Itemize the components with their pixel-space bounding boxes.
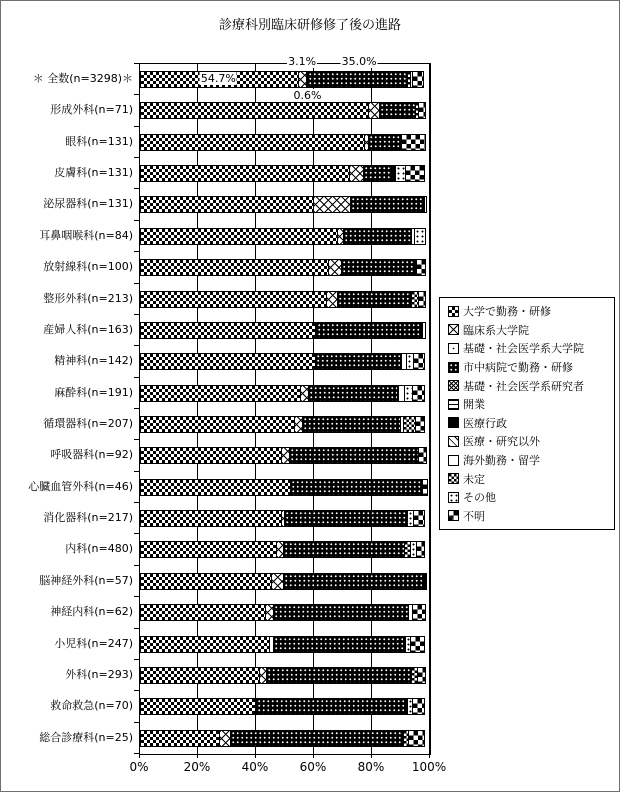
bar-row — [140, 698, 430, 715]
bar-segment — [140, 228, 338, 245]
bar-segment — [408, 730, 425, 747]
bar-segment — [140, 541, 277, 558]
bar-segment — [422, 573, 427, 590]
bar-segment — [266, 667, 412, 684]
legend-item — [448, 469, 614, 488]
bar-segment — [415, 416, 425, 433]
category-label: ＊ 全数(n=3298)＊ — [32, 72, 133, 85]
bar-segment — [379, 102, 416, 119]
legend-label: 市中病院で勤務・研修 — [463, 361, 573, 375]
bar-segment — [410, 636, 425, 653]
bar-row — [140, 447, 430, 464]
bar-segment — [273, 604, 409, 621]
category-label: 麻酔科(n=191) — [54, 385, 133, 399]
bar-row — [140, 228, 430, 245]
category-label: 整形外科(n=213) — [43, 291, 133, 305]
bar-segment — [350, 196, 425, 213]
category-label: 外科(n=293) — [65, 667, 133, 681]
data-label: 3.1% — [288, 55, 317, 68]
category-label: 消化器科(n=217) — [43, 511, 133, 525]
bar-segment — [284, 510, 407, 527]
bar-row — [140, 322, 430, 339]
legend-key-checker-weave-swatch — [448, 306, 459, 317]
legend-item — [448, 432, 614, 451]
legend-item — [448, 321, 614, 340]
category-label: 内科(n=480) — [65, 542, 133, 556]
bar-segment — [140, 604, 266, 621]
bar-row — [140, 102, 430, 119]
legend-item — [448, 451, 614, 470]
category-label: 呼吸器科(n=92) — [50, 448, 133, 462]
bar-row — [140, 353, 430, 370]
x-axis-tick — [255, 754, 256, 758]
bar-segment — [418, 447, 427, 464]
bar-segment — [140, 322, 316, 339]
x-axis-label: 80% — [357, 760, 385, 774]
plot-area — [139, 63, 431, 755]
bar-row — [140, 416, 430, 433]
legend-key-white-swatch — [448, 455, 459, 466]
legend-key-dense-lattice-swatch — [448, 380, 459, 391]
bar-segment — [343, 228, 412, 245]
x-axis-label: 20% — [183, 760, 211, 774]
category-label: 眼科(n=131) — [65, 134, 133, 148]
bar-row — [140, 479, 430, 496]
legend-key-solid-black-swatch — [448, 417, 459, 428]
x-axis-label: 40% — [241, 760, 269, 774]
legend-label: 臨床系大学院 — [463, 323, 529, 337]
bar-segment — [140, 196, 314, 213]
legend-key-black-dots-on-white-swatch — [448, 492, 459, 503]
bar-segment — [418, 291, 426, 308]
bar-segment — [140, 698, 256, 715]
bar-segment — [413, 353, 425, 370]
bar-segment — [140, 102, 369, 119]
bar-segment — [422, 322, 426, 339]
legend-item — [448, 507, 614, 526]
bar-row — [140, 165, 430, 182]
legend-label: 不明 — [463, 509, 485, 523]
bar-segment — [422, 479, 428, 496]
legend-label: 医療・研究以外 — [463, 435, 540, 449]
bar-row — [140, 510, 430, 527]
legend-label: 開業 — [463, 398, 485, 412]
bar-segment — [140, 416, 295, 433]
x-axis-tick — [429, 754, 430, 758]
bar-segment — [313, 196, 351, 213]
bar-segment — [308, 385, 398, 402]
bar-row — [140, 71, 430, 88]
legend-key-white-dots-on-black-swatch — [448, 362, 459, 373]
category-label: 産婦人科(n=163) — [43, 322, 133, 336]
bar-segment — [315, 353, 401, 370]
legend-item — [448, 395, 614, 414]
x-axis-tick — [313, 754, 314, 758]
category-label: 耳鼻咽喉科(n=84) — [39, 228, 133, 242]
bar-segment — [140, 479, 291, 496]
bar-row — [140, 291, 430, 308]
bar-row — [140, 541, 430, 558]
legend-key-diagonal-lines-swatch — [448, 436, 459, 447]
legend-key-diagonal-lattice-swatch — [448, 324, 459, 335]
bar-segment — [140, 730, 220, 747]
bar-segment — [140, 165, 350, 182]
bar-row — [140, 385, 430, 402]
bar-segment — [414, 228, 426, 245]
bar-segment — [140, 353, 316, 370]
legend-item — [448, 414, 614, 433]
bar-segment — [341, 259, 416, 276]
legend — [439, 297, 615, 530]
bar-segment — [405, 165, 425, 182]
bar-segment — [256, 698, 405, 715]
bar-segment — [140, 134, 365, 151]
legend-label: 大学で勤務・研修 — [463, 305, 551, 319]
bar-segment — [316, 322, 422, 339]
bar-segment — [424, 196, 427, 213]
bar-segment — [363, 165, 392, 182]
bar-segment — [416, 541, 425, 558]
bar-segment — [140, 667, 260, 684]
bar-segment — [140, 447, 282, 464]
x-axis-tick — [371, 754, 372, 758]
legend-key-sparse-dots-light-swatch — [448, 343, 459, 354]
category-label: 脳神経外科(n=57) — [39, 573, 133, 587]
bar-segment — [412, 71, 424, 88]
chart-title: 診療科別臨床研修修了後の進路 — [218, 18, 401, 33]
bar-segment — [416, 259, 426, 276]
category-label: 精神科(n=142) — [54, 354, 133, 368]
bar-segment — [302, 416, 401, 433]
legend-label: 医療行政 — [463, 416, 507, 430]
data-label: 54.7% — [200, 72, 236, 85]
x-axis-label: 100% — [411, 760, 447, 774]
legend-label: その他 — [463, 491, 496, 505]
x-axis-label: 60% — [299, 760, 327, 774]
bar-row — [140, 134, 430, 151]
category-label: 形成外科(n=71) — [50, 103, 133, 117]
category-label: 救命救急(n=70) — [50, 699, 133, 713]
bar-segment — [283, 541, 405, 558]
category-label: 循環器科(n=207) — [43, 417, 133, 430]
bar-row — [140, 667, 430, 684]
category-label: 神経内科(n=62) — [50, 605, 133, 619]
bar-segment — [273, 636, 405, 653]
bar-segment — [401, 134, 426, 151]
legend-key-horizontal-lines-swatch — [448, 399, 459, 410]
legend-key-checkerboard-swatch — [448, 510, 459, 521]
bar-row — [140, 604, 430, 621]
category-label: 泌尿器科(n=131) — [43, 197, 133, 211]
bar-row — [140, 259, 430, 276]
category-label: 皮膚科(n=131) — [54, 166, 133, 180]
data-label: 0.6% — [293, 89, 322, 102]
legend-item — [448, 488, 614, 507]
x-axis-label: 0% — [129, 760, 149, 774]
bar-row — [140, 573, 430, 590]
bar-segment — [140, 259, 329, 276]
bar-segment — [349, 165, 364, 182]
bar-segment — [412, 604, 426, 621]
legend-label: 基礎・社会医学系大学院 — [463, 342, 584, 356]
bar-segment — [283, 573, 423, 590]
legend-key-dark-checker-swatch — [448, 473, 459, 484]
bar-row — [140, 196, 430, 213]
legend-item — [448, 376, 614, 395]
category-label: 放射線科(n=100) — [43, 260, 133, 274]
bar-segment — [412, 385, 424, 402]
bar-segment — [412, 698, 424, 715]
bar-segment — [230, 730, 402, 747]
legend-item — [448, 302, 614, 321]
category-label: 総合診療科(n=25) — [39, 730, 133, 744]
legend-item — [448, 358, 614, 377]
bar-row — [140, 636, 430, 653]
legend-label: 海外勤務・留学 — [463, 454, 540, 468]
category-label: 心臓血管外科(n=46) — [28, 479, 133, 493]
legend-label: 未定 — [463, 472, 485, 486]
bar-segment — [140, 291, 327, 308]
bar-row — [140, 730, 430, 747]
bar-segment — [368, 134, 401, 151]
data-label: 35.0% — [341, 55, 377, 68]
bar-segment — [417, 667, 426, 684]
bar-segment — [140, 510, 282, 527]
legend-label: 基礎・社会医学系研究者 — [463, 379, 584, 393]
bar-segment — [289, 447, 418, 464]
x-axis-tick — [139, 754, 140, 758]
category-label: 小児科(n=247) — [54, 636, 133, 650]
bar-segment — [290, 479, 422, 496]
legend-item — [448, 339, 614, 358]
bar-segment — [337, 291, 412, 308]
x-axis-tick — [197, 754, 198, 758]
bar-segment — [140, 573, 272, 590]
bar-segment — [140, 636, 270, 653]
bar-segment — [140, 385, 301, 402]
bar-segment — [418, 102, 426, 119]
bar-segment — [307, 71, 409, 88]
bar-segment — [413, 510, 425, 527]
bar-segment — [328, 259, 342, 276]
